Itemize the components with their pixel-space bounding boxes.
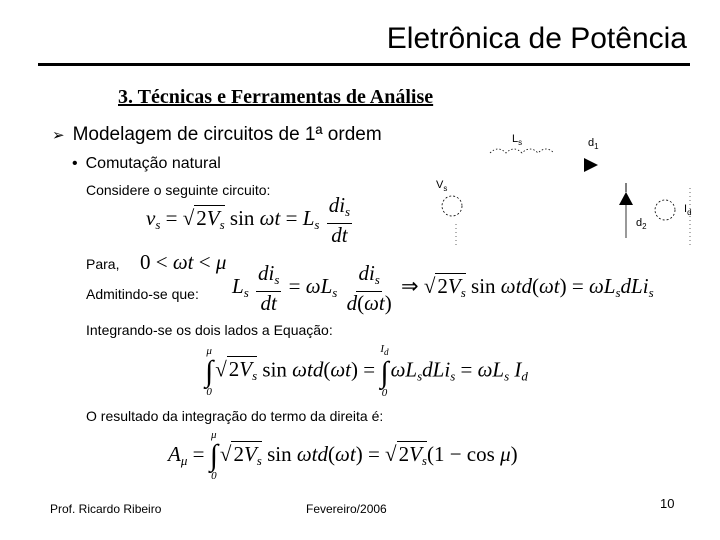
voltage-source-symbol — [442, 196, 462, 216]
current-source-symbol — [655, 200, 675, 220]
circuit-label-ls: $L_s$ — [512, 133, 523, 147]
slide-title: Eletrônica de Potência — [386, 22, 687, 55]
equation-interval: 0 < ωt < μ — [140, 250, 227, 274]
circuit-label-vs: $V_s$ — [436, 179, 448, 193]
circuit-diagram — [436, 128, 710, 258]
bullet-level2 — [72, 155, 221, 173]
equation-vs: $v_s = √2V_s$ $\sin \omega t = L_s$ $\frac{di_s}{dt}$ — [146, 193, 351, 247]
para-text: Para, — [86, 256, 120, 272]
equation-admitindo: $L_s$ $\frac{di_s}{dt}$ = $\omega L_s$ $\frac{di_s}{d(\omega t)}$ ⇒ $√2V_s$ $\sin \omega td(\omega t) = \omega L_sdLi_s$ — [232, 261, 654, 315]
title-divider — [38, 63, 690, 66]
dot-bullet-icon: • — [72, 155, 78, 172]
inductor-symbol — [490, 149, 554, 153]
diode-d1-symbol — [584, 158, 598, 172]
section-heading: 3. Técnicas e Ferramentas de Análise — [118, 86, 434, 108]
equation-integral: μ ∫ 0 $√2V_s$ sin ωtd(ωt) = $I_d$ ∫ 0 $\omega L_sdLi_s = \omega L_s$ $I_d$ — [205, 343, 528, 400]
bullet-level2-text: Comutação natural — [85, 155, 221, 172]
footer-date: Fevereiro/2006 — [306, 502, 387, 516]
integrando-text: Integrando-se os dois lados a Equação: — [86, 322, 333, 338]
circuit-label-d2: $d_2$ — [636, 217, 647, 231]
bullet-level1 — [52, 124, 382, 146]
bullet-level1-text: Modelagem de circuitos de 1ª ordem — [72, 124, 382, 145]
circuit-label-id: $I_d$ — [684, 203, 692, 217]
page-number: 10 — [660, 496, 675, 511]
footer-author: Prof. Ricardo Ribeiro — [50, 502, 162, 516]
resultado-text: O resultado da integração do termo da direita é: — [86, 408, 384, 424]
consider-text: Considere o seguinte circuito: — [86, 182, 271, 198]
equation-result: $A_\mu$ = μ ∫ 0 $√2V_s$ $\sin \omega td(\omega t) = √2V_s(1 - \cos \mu)$ — [168, 429, 518, 482]
diode-d2-symbol — [619, 192, 633, 205]
arrow-bullet-icon: ➢ — [52, 127, 65, 144]
admitindo-text: Admitindo-se que: — [86, 286, 199, 302]
circuit-label-d1: $d_1$ — [588, 137, 599, 151]
